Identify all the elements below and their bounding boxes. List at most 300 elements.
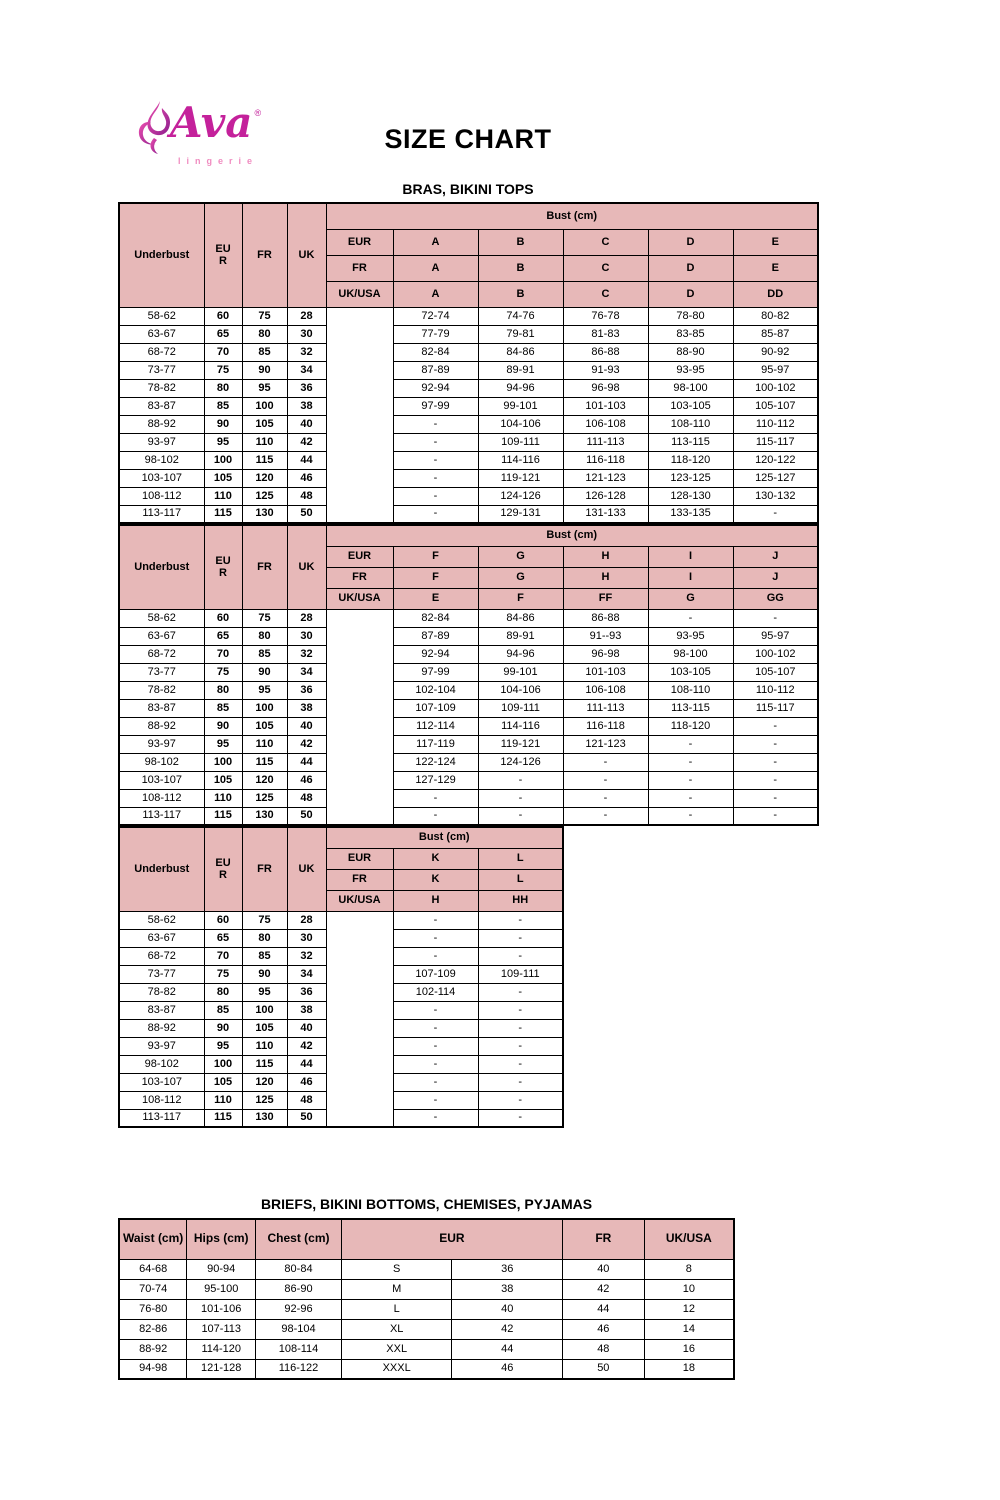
briefs-cell: 82-86 bbox=[119, 1319, 187, 1339]
table-row bbox=[119, 307, 818, 325]
size-value: 125 bbox=[242, 789, 287, 807]
bust-range: 105-107 bbox=[733, 663, 818, 681]
table-row bbox=[119, 735, 818, 753]
underbust-range: 88-92 bbox=[119, 1019, 204, 1037]
briefs-column-header: Chest (cm) bbox=[256, 1219, 342, 1259]
size-value: 85 bbox=[242, 343, 287, 361]
cup-size-header: B bbox=[478, 255, 563, 281]
table-row bbox=[119, 397, 818, 415]
bust-range: 87-89 bbox=[393, 361, 478, 379]
bust-range: 106-108 bbox=[563, 681, 648, 699]
cup-system-label: UK/USA bbox=[326, 588, 393, 609]
briefs-cell: 90-94 bbox=[187, 1259, 256, 1279]
briefs-cell: 12 bbox=[644, 1299, 734, 1319]
briefs-cell: 48 bbox=[562, 1339, 644, 1359]
table-row bbox=[119, 433, 818, 451]
briefs-cell: 18 bbox=[644, 1359, 734, 1379]
bust-range: - bbox=[563, 807, 648, 825]
briefs-column-header: EUR bbox=[341, 1219, 562, 1259]
size-value: 34 bbox=[287, 663, 326, 681]
bust-cm-header: Bust (cm) bbox=[326, 525, 818, 546]
table-row bbox=[119, 1319, 734, 1339]
size-value: 130 bbox=[242, 1109, 287, 1127]
bust-range: - bbox=[478, 1073, 563, 1091]
underbust-range: 103-107 bbox=[119, 1073, 204, 1091]
bust-range: - bbox=[393, 929, 478, 947]
size-value: 100 bbox=[242, 397, 287, 415]
cup-size-header: I bbox=[648, 546, 733, 567]
cup-size-header: C bbox=[563, 281, 648, 307]
size-value: 60 bbox=[204, 911, 242, 929]
cup-size-header: J bbox=[733, 546, 818, 567]
bust-range: - bbox=[648, 609, 733, 627]
cup-size-header: F bbox=[478, 588, 563, 609]
size-value: 38 bbox=[287, 1001, 326, 1019]
cup-size-header: F bbox=[393, 567, 478, 588]
underbust-range: 83-87 bbox=[119, 699, 204, 717]
table-row bbox=[119, 911, 563, 929]
cup-size-header: B bbox=[478, 229, 563, 255]
cup-size-header: A bbox=[393, 229, 478, 255]
bust-range: - bbox=[478, 807, 563, 825]
size-value: 60 bbox=[204, 609, 242, 627]
size-system-header: FR bbox=[242, 203, 287, 307]
size-value: 75 bbox=[204, 663, 242, 681]
bust-range: 109-111 bbox=[478, 699, 563, 717]
size-value: 28 bbox=[287, 609, 326, 627]
table-row bbox=[119, 717, 818, 735]
size-value: 80 bbox=[242, 627, 287, 645]
size-value: 75 bbox=[204, 965, 242, 983]
size-system-header: UK bbox=[287, 827, 326, 911]
underbust-range: 113-117 bbox=[119, 505, 204, 523]
bust-range: 74-76 bbox=[478, 307, 563, 325]
bust-range: 112-114 bbox=[393, 717, 478, 735]
table-row bbox=[119, 415, 818, 433]
size-value: 90 bbox=[242, 361, 287, 379]
table-row bbox=[119, 325, 818, 343]
underbust-range: 78-82 bbox=[119, 983, 204, 1001]
bust-range: 82-84 bbox=[393, 343, 478, 361]
bust-range: - bbox=[393, 947, 478, 965]
size-value: 70 bbox=[204, 645, 242, 663]
table-row bbox=[119, 609, 818, 627]
table-row bbox=[119, 1339, 734, 1359]
briefs-cell: 40 bbox=[452, 1299, 563, 1319]
size-system-header: UK bbox=[287, 203, 326, 307]
bust-range: - bbox=[393, 1055, 478, 1073]
bust-range: 118-120 bbox=[648, 451, 733, 469]
briefs-column-header: Waist (cm) bbox=[119, 1219, 187, 1259]
underbust-range: 98-102 bbox=[119, 753, 204, 771]
bust-range: 103-105 bbox=[648, 663, 733, 681]
underbust-range: 83-87 bbox=[119, 1001, 204, 1019]
bust-range: 91--93 bbox=[563, 627, 648, 645]
bust-range: - bbox=[733, 505, 818, 523]
underbust-range: 68-72 bbox=[119, 645, 204, 663]
bust-range: 101-103 bbox=[563, 397, 648, 415]
briefs-cell: XXL bbox=[341, 1339, 452, 1359]
bust-range: - bbox=[648, 753, 733, 771]
size-value: 28 bbox=[287, 307, 326, 325]
size-value: 34 bbox=[287, 965, 326, 983]
underbust-range: 78-82 bbox=[119, 681, 204, 699]
cup-size-header: H bbox=[563, 567, 648, 588]
size-value: 95 bbox=[242, 983, 287, 1001]
bust-range: 116-118 bbox=[563, 717, 648, 735]
bust-range: - bbox=[478, 947, 563, 965]
bust-range: - bbox=[733, 735, 818, 753]
brand-name: Ava bbox=[170, 98, 253, 147]
bust-range: 125-127 bbox=[733, 469, 818, 487]
bust-range: - bbox=[393, 451, 478, 469]
bust-range: - bbox=[393, 505, 478, 523]
underbust-range: 73-77 bbox=[119, 663, 204, 681]
briefs-cell: 38 bbox=[452, 1279, 563, 1299]
underbust-range: 73-77 bbox=[119, 965, 204, 983]
size-value: 30 bbox=[287, 627, 326, 645]
bust-range: 92-94 bbox=[393, 379, 478, 397]
cup-system-label: FR bbox=[326, 869, 393, 890]
underbust-range: 108-112 bbox=[119, 1091, 204, 1109]
briefs-cell: 8 bbox=[644, 1259, 734, 1279]
size-value: 75 bbox=[242, 911, 287, 929]
bust-range: - bbox=[648, 807, 733, 825]
empty-spacer-cell bbox=[326, 609, 393, 825]
bras-section-title: BRAS, BIKINI TOPS bbox=[402, 181, 534, 197]
briefs-cell: 114-120 bbox=[187, 1339, 256, 1359]
cup-size-header: C bbox=[563, 229, 648, 255]
underbust-range: 93-97 bbox=[119, 1037, 204, 1055]
size-value: 32 bbox=[287, 645, 326, 663]
bust-range: 107-109 bbox=[393, 699, 478, 717]
size-value: 38 bbox=[287, 397, 326, 415]
bust-range: 91-93 bbox=[563, 361, 648, 379]
underbust-range: 58-62 bbox=[119, 609, 204, 627]
size-value: 85 bbox=[204, 699, 242, 717]
underbust-range: 113-117 bbox=[119, 807, 204, 825]
briefs-cell: XXXL bbox=[341, 1359, 452, 1379]
size-value: 38 bbox=[287, 699, 326, 717]
briefs-cell: 80-84 bbox=[256, 1259, 342, 1279]
briefs-cell: 116-122 bbox=[256, 1359, 342, 1379]
size-system-header: FR bbox=[242, 525, 287, 609]
briefs-section-title: BRIEFS, BIKINI BOTTOMS, CHEMISES, PYJAMAS bbox=[260, 1196, 593, 1212]
bust-range: - bbox=[478, 983, 563, 1001]
size-value: 110 bbox=[242, 735, 287, 753]
bust-range: 107-109 bbox=[393, 965, 478, 983]
bust-range: 106-108 bbox=[563, 415, 648, 433]
bust-range: 96-98 bbox=[563, 379, 648, 397]
size-value: 120 bbox=[242, 771, 287, 789]
bust-range: 111-113 bbox=[563, 433, 648, 451]
briefs-cell: 86-90 bbox=[256, 1279, 342, 1299]
briefs-cell: 92-96 bbox=[256, 1299, 342, 1319]
size-value: 80 bbox=[204, 379, 242, 397]
cup-size-header: B bbox=[478, 281, 563, 307]
size-value: 42 bbox=[287, 735, 326, 753]
empty-spacer-cell bbox=[326, 911, 393, 1127]
cup-size-header: I bbox=[648, 567, 733, 588]
cup-system-label: UK/USA bbox=[326, 890, 393, 911]
bust-range: 102-104 bbox=[393, 681, 478, 699]
bust-range: 131-133 bbox=[563, 505, 648, 523]
size-value: 95 bbox=[242, 681, 287, 699]
cup-size-header: D bbox=[648, 229, 733, 255]
bust-cm-header: Bust (cm) bbox=[326, 203, 818, 229]
cup-system-label: FR bbox=[326, 567, 393, 588]
size-system-header: UK bbox=[287, 525, 326, 609]
underbust-range: 113-117 bbox=[119, 1109, 204, 1127]
briefs-cell: 76-80 bbox=[119, 1299, 187, 1319]
size-value: 75 bbox=[242, 609, 287, 627]
bust-range: - bbox=[478, 1091, 563, 1109]
size-system-header: EUR bbox=[204, 203, 242, 307]
bust-range: 122-124 bbox=[393, 753, 478, 771]
size-value: 90 bbox=[204, 717, 242, 735]
briefs-cell: 64-68 bbox=[119, 1259, 187, 1279]
table-row bbox=[119, 361, 818, 379]
bust-range: - bbox=[393, 415, 478, 433]
bust-range: 103-105 bbox=[648, 397, 733, 415]
bust-range: 120-122 bbox=[733, 451, 818, 469]
header-row bbox=[119, 525, 818, 546]
briefs-column-header: UK/USA bbox=[644, 1219, 734, 1259]
cup-size-header: L bbox=[478, 848, 563, 869]
size-value: 70 bbox=[204, 343, 242, 361]
size-value: 105 bbox=[204, 1073, 242, 1091]
size-value: 95 bbox=[204, 433, 242, 451]
size-value: 50 bbox=[287, 1109, 326, 1127]
size-value: 115 bbox=[242, 451, 287, 469]
briefs-size-table bbox=[118, 1218, 735, 1380]
bust-range: 77-79 bbox=[393, 325, 478, 343]
size-value: 48 bbox=[287, 487, 326, 505]
bust-range: 76-78 bbox=[563, 307, 648, 325]
size-value: 30 bbox=[287, 929, 326, 947]
cup-system-label: FR bbox=[326, 255, 393, 281]
table-row bbox=[119, 379, 818, 397]
bust-range: - bbox=[393, 789, 478, 807]
size-value: 40 bbox=[287, 415, 326, 433]
bust-range: - bbox=[393, 1073, 478, 1091]
cup-size-header: E bbox=[733, 229, 818, 255]
bust-range: 105-107 bbox=[733, 397, 818, 415]
bust-range: - bbox=[478, 911, 563, 929]
underbust-header: Underbust bbox=[119, 203, 204, 307]
bust-range: 128-130 bbox=[648, 487, 733, 505]
briefs-cell: L bbox=[341, 1299, 452, 1319]
bust-range: 126-128 bbox=[563, 487, 648, 505]
size-value: 40 bbox=[287, 717, 326, 735]
briefs-cell: 46 bbox=[562, 1319, 644, 1339]
size-value: 34 bbox=[287, 361, 326, 379]
cup-size-header: D bbox=[648, 281, 733, 307]
cup-size-header: C bbox=[563, 255, 648, 281]
cup-system-label: UK/USA bbox=[326, 281, 393, 307]
size-value: 36 bbox=[287, 379, 326, 397]
size-value: 65 bbox=[204, 627, 242, 645]
briefs-cell: 121-128 bbox=[187, 1359, 256, 1379]
size-value: 110 bbox=[242, 1037, 287, 1055]
table-row bbox=[119, 627, 818, 645]
underbust-header: Underbust bbox=[119, 827, 204, 911]
header-row bbox=[119, 827, 563, 848]
table-row bbox=[119, 451, 818, 469]
briefs-cell: 101-106 bbox=[187, 1299, 256, 1319]
bust-range: 84-86 bbox=[478, 609, 563, 627]
size-value: 44 bbox=[287, 451, 326, 469]
bust-range: - bbox=[563, 753, 648, 771]
bust-range: 104-106 bbox=[478, 415, 563, 433]
size-value: 32 bbox=[287, 343, 326, 361]
bust-range: 123-125 bbox=[648, 469, 733, 487]
underbust-range: 78-82 bbox=[119, 379, 204, 397]
underbust-range: 103-107 bbox=[119, 469, 204, 487]
underbust-header: Underbust bbox=[119, 525, 204, 609]
size-value: 130 bbox=[242, 807, 287, 825]
bust-range: 111-113 bbox=[563, 699, 648, 717]
size-value: 90 bbox=[204, 1019, 242, 1037]
bust-range: 89-91 bbox=[478, 361, 563, 379]
bust-range: - bbox=[478, 929, 563, 947]
briefs-cell: 108-114 bbox=[256, 1339, 342, 1359]
bust-range: 84-86 bbox=[478, 343, 563, 361]
size-value: 85 bbox=[204, 397, 242, 415]
bust-range: 97-99 bbox=[393, 397, 478, 415]
bust-range: 79-81 bbox=[478, 325, 563, 343]
size-value: 100 bbox=[204, 451, 242, 469]
size-value: 120 bbox=[242, 1073, 287, 1091]
size-value: 105 bbox=[204, 771, 242, 789]
bust-range: - bbox=[733, 717, 818, 735]
bust-range: 93-95 bbox=[648, 627, 733, 645]
bust-range: 108-110 bbox=[648, 681, 733, 699]
size-value: 90 bbox=[242, 965, 287, 983]
bust-range: 133-135 bbox=[648, 505, 733, 523]
size-value: 90 bbox=[242, 663, 287, 681]
bust-range: 98-100 bbox=[648, 379, 733, 397]
size-value: 130 bbox=[242, 505, 287, 523]
table-row bbox=[119, 753, 818, 771]
size-value: 110 bbox=[204, 487, 242, 505]
cup-size-header: E bbox=[733, 255, 818, 281]
cup-system-label: EUR bbox=[326, 229, 393, 255]
table-row bbox=[119, 771, 818, 789]
bust-range: 99-101 bbox=[478, 663, 563, 681]
cup-size-header: G bbox=[648, 588, 733, 609]
cup-size-header: GG bbox=[733, 588, 818, 609]
underbust-range: 98-102 bbox=[119, 1055, 204, 1073]
bust-range: 119-121 bbox=[478, 469, 563, 487]
briefs-cell: 44 bbox=[452, 1339, 563, 1359]
bust-range: - bbox=[733, 807, 818, 825]
bust-range: 114-116 bbox=[478, 717, 563, 735]
size-value: 85 bbox=[204, 1001, 242, 1019]
size-value: 36 bbox=[287, 983, 326, 1001]
bras-size-table-1 bbox=[118, 202, 819, 524]
bust-range: 82-84 bbox=[393, 609, 478, 627]
size-value: 65 bbox=[204, 929, 242, 947]
brand-subtext: lingerie bbox=[178, 156, 259, 166]
table-row bbox=[119, 681, 818, 699]
bust-range: 108-110 bbox=[648, 415, 733, 433]
bust-range: - bbox=[733, 771, 818, 789]
size-system-header: FR bbox=[242, 827, 287, 911]
bust-range: - bbox=[478, 1055, 563, 1073]
size-value: 115 bbox=[204, 505, 242, 523]
size-value: 80 bbox=[204, 983, 242, 1001]
size-value: 36 bbox=[287, 681, 326, 699]
bust-range: 97-99 bbox=[393, 663, 478, 681]
underbust-range: 58-62 bbox=[119, 307, 204, 325]
header-row bbox=[119, 203, 818, 229]
size-value: 95 bbox=[204, 735, 242, 753]
size-value: 110 bbox=[242, 433, 287, 451]
bust-range: 100-102 bbox=[733, 379, 818, 397]
bras-size-table-3 bbox=[118, 826, 564, 1128]
page-title: SIZE CHART bbox=[384, 124, 552, 154]
table-row bbox=[119, 1299, 734, 1319]
size-value: 115 bbox=[204, 1109, 242, 1127]
size-value: 75 bbox=[242, 307, 287, 325]
bust-range: - bbox=[733, 753, 818, 771]
bust-range: 113-115 bbox=[648, 699, 733, 717]
size-value: 65 bbox=[204, 325, 242, 343]
bust-cm-header: Bust (cm) bbox=[326, 827, 563, 848]
header-row bbox=[119, 1219, 734, 1259]
underbust-range: 93-97 bbox=[119, 433, 204, 451]
bust-range: 78-80 bbox=[648, 307, 733, 325]
briefs-section bbox=[118, 1196, 735, 1380]
underbust-range: 63-67 bbox=[119, 627, 204, 645]
bust-range: 92-94 bbox=[393, 645, 478, 663]
bust-range: 124-126 bbox=[478, 487, 563, 505]
bust-range: - bbox=[393, 1091, 478, 1109]
bust-range: 117-119 bbox=[393, 735, 478, 753]
size-system-header: EUR bbox=[204, 525, 242, 609]
bust-range: 109-111 bbox=[478, 433, 563, 451]
bust-range: 110-112 bbox=[733, 415, 818, 433]
bust-range: - bbox=[393, 1001, 478, 1019]
briefs-cell: S bbox=[341, 1259, 452, 1279]
cup-size-header: H bbox=[393, 890, 478, 911]
bust-range: 116-118 bbox=[563, 451, 648, 469]
size-value: 44 bbox=[287, 1055, 326, 1073]
size-value: 28 bbox=[287, 911, 326, 929]
bust-range: 88-90 bbox=[648, 343, 733, 361]
size-value: 40 bbox=[287, 1019, 326, 1037]
size-value: 60 bbox=[204, 307, 242, 325]
size-value: 115 bbox=[242, 753, 287, 771]
size-value: 50 bbox=[287, 807, 326, 825]
table-row bbox=[119, 1359, 734, 1379]
bust-range: - bbox=[478, 789, 563, 807]
cup-size-header: DD bbox=[733, 281, 818, 307]
bust-range: 98-100 bbox=[648, 645, 733, 663]
bust-range: 100-102 bbox=[733, 645, 818, 663]
cup-size-header: D bbox=[648, 255, 733, 281]
size-value: 46 bbox=[287, 771, 326, 789]
bust-range: - bbox=[393, 487, 478, 505]
bust-range: - bbox=[478, 1019, 563, 1037]
size-value: 30 bbox=[287, 325, 326, 343]
bust-range: 101-103 bbox=[563, 663, 648, 681]
size-value: 70 bbox=[204, 947, 242, 965]
bust-range: - bbox=[393, 1037, 478, 1055]
table-row bbox=[119, 789, 818, 807]
cup-system-label: EUR bbox=[326, 848, 393, 869]
